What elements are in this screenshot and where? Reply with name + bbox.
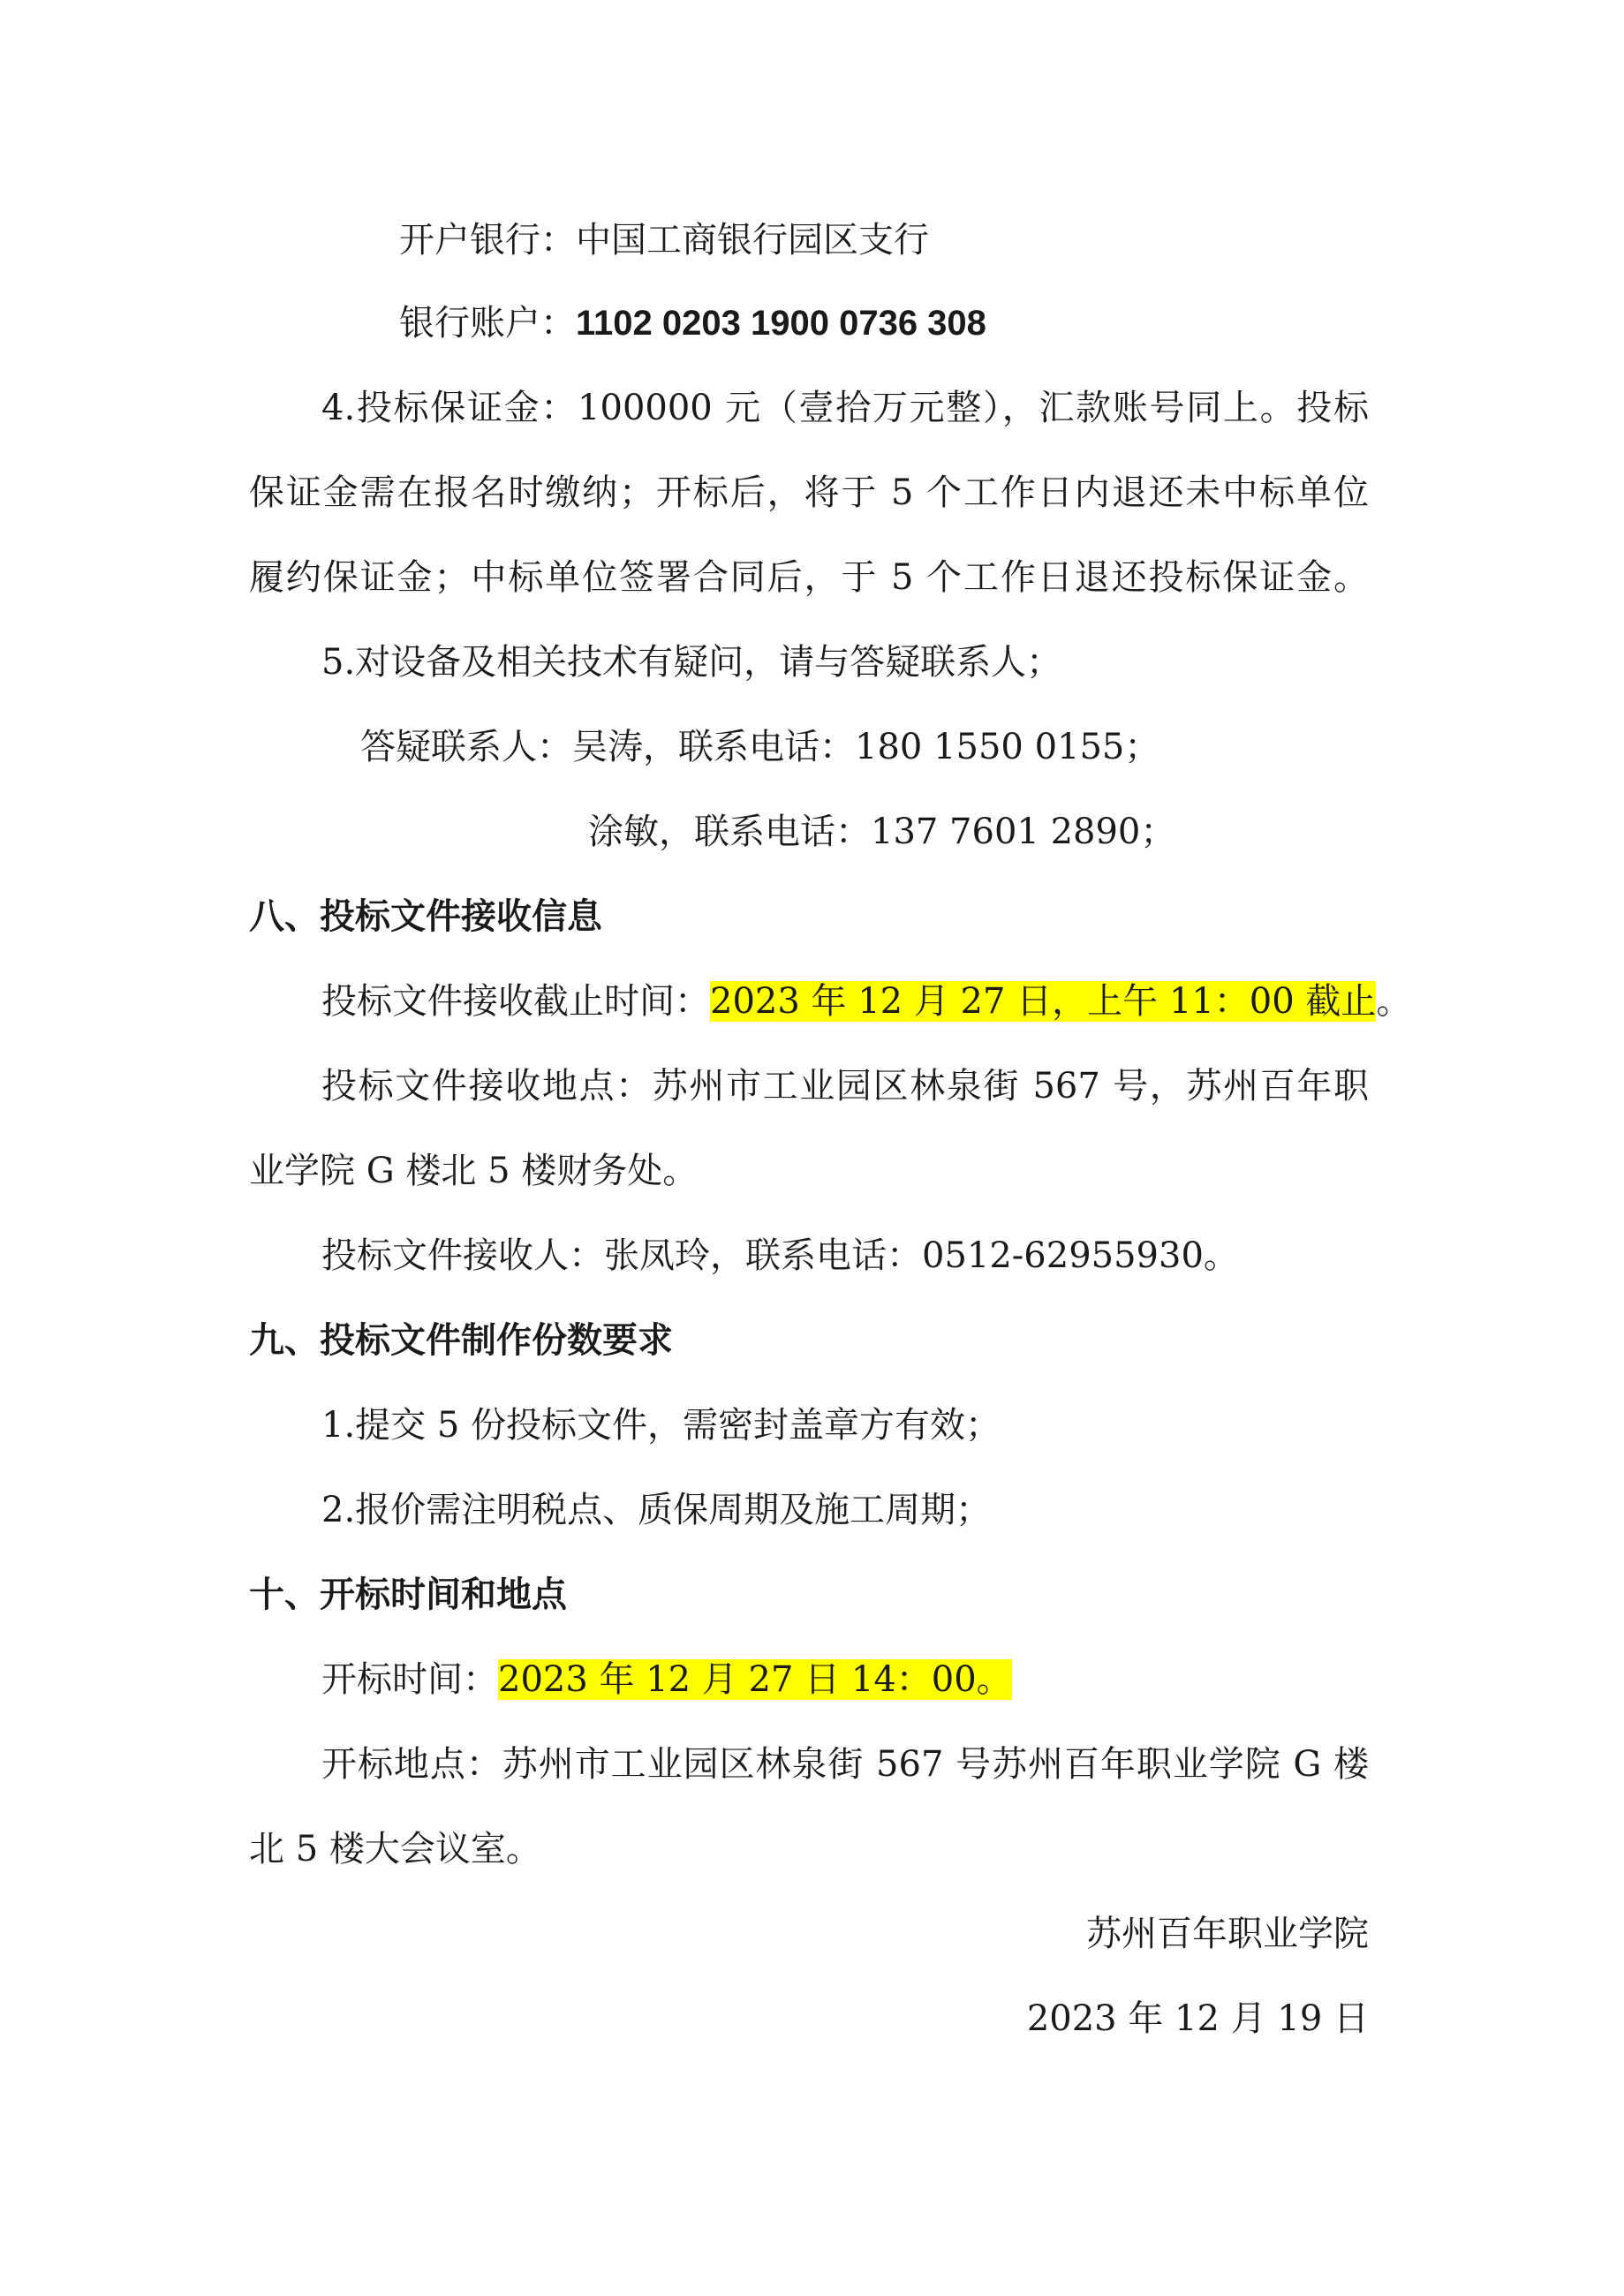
opening-time-value: 2023 年 12 月 27 日 14：00。 xyxy=(498,1659,1012,1700)
location-line-2: 业学院 G 楼北 5 楼财务处。 xyxy=(249,1151,699,1191)
deposit-paragraph-line-3: 履约保证金；中标单位签署合同后，于 5 个工作日退还投标保证金。 xyxy=(249,557,1369,598)
inquiry-line: 5.对设备及相关技术有疑问，请与答疑联系人； xyxy=(321,642,1062,683)
opening-place-line-1: 开标地点：苏州市工业园区林泉街 567 号苏州百年职业学院 G 楼 xyxy=(321,1744,1369,1785)
signature-date: 2023 年 12 月 19 日 xyxy=(1026,1998,1369,2039)
section-9-heading: 九、投标文件制作份数要求 xyxy=(249,1319,673,1361)
deadline-label: 投标文件接收截止时间： xyxy=(321,981,710,1022)
bank-name-line: 开户银行：中国工商银行园区支行 xyxy=(399,220,929,261)
contact-line-2: 涂敏，联系电话：137 7601 2890； xyxy=(588,812,1176,852)
requirement-item-1: 1.提交 5 份投标文件，需密封盖章方有效； xyxy=(321,1405,1001,1446)
deadline-line xyxy=(321,975,1411,1028)
bank-account-label: 银行账户： xyxy=(399,303,576,344)
bank-account-number: 1102 0203 1900 0736 308 xyxy=(576,304,986,343)
opening-place-line-2: 北 5 楼大会议室。 xyxy=(249,1829,541,1869)
location-line-1: 投标文件接收地点：苏州市工业园区林泉街 567 号，苏州百年职 xyxy=(321,1066,1369,1106)
deposit-paragraph-line-1: 4.投标保证金：100000 元（壹拾万元整），汇款账号同上。投标 xyxy=(321,388,1369,428)
requirement-item-2: 2.报价需注明税点、质保周期及施工周期； xyxy=(321,1490,992,1530)
opening-time-line xyxy=(321,1653,1012,1706)
deadline-end: 。 xyxy=(1376,981,1412,1022)
bank-account-line xyxy=(399,297,986,350)
section-10-heading: 十、开标时间和地点 xyxy=(249,1574,567,1615)
opening-time-label: 开标时间： xyxy=(321,1659,498,1700)
contact-line-1: 答疑联系人：吴涛，联系电话：180 1550 0155； xyxy=(360,727,1160,767)
signature-org: 苏州百年职业学院 xyxy=(1086,1914,1369,1954)
deadline-value: 2023 年 12 月 27 日，上午 11：00 截止 xyxy=(710,981,1377,1022)
receiver-line: 投标文件接收人：张凤玲，联系电话：0512-62955930。 xyxy=(321,1235,1239,1276)
section-8-heading: 八、投标文件接收信息 xyxy=(249,895,602,937)
deposit-paragraph-line-2: 保证金需在报名时缴纳；开标后，将于 5 个工作日内退还未中标单位 xyxy=(249,472,1369,513)
